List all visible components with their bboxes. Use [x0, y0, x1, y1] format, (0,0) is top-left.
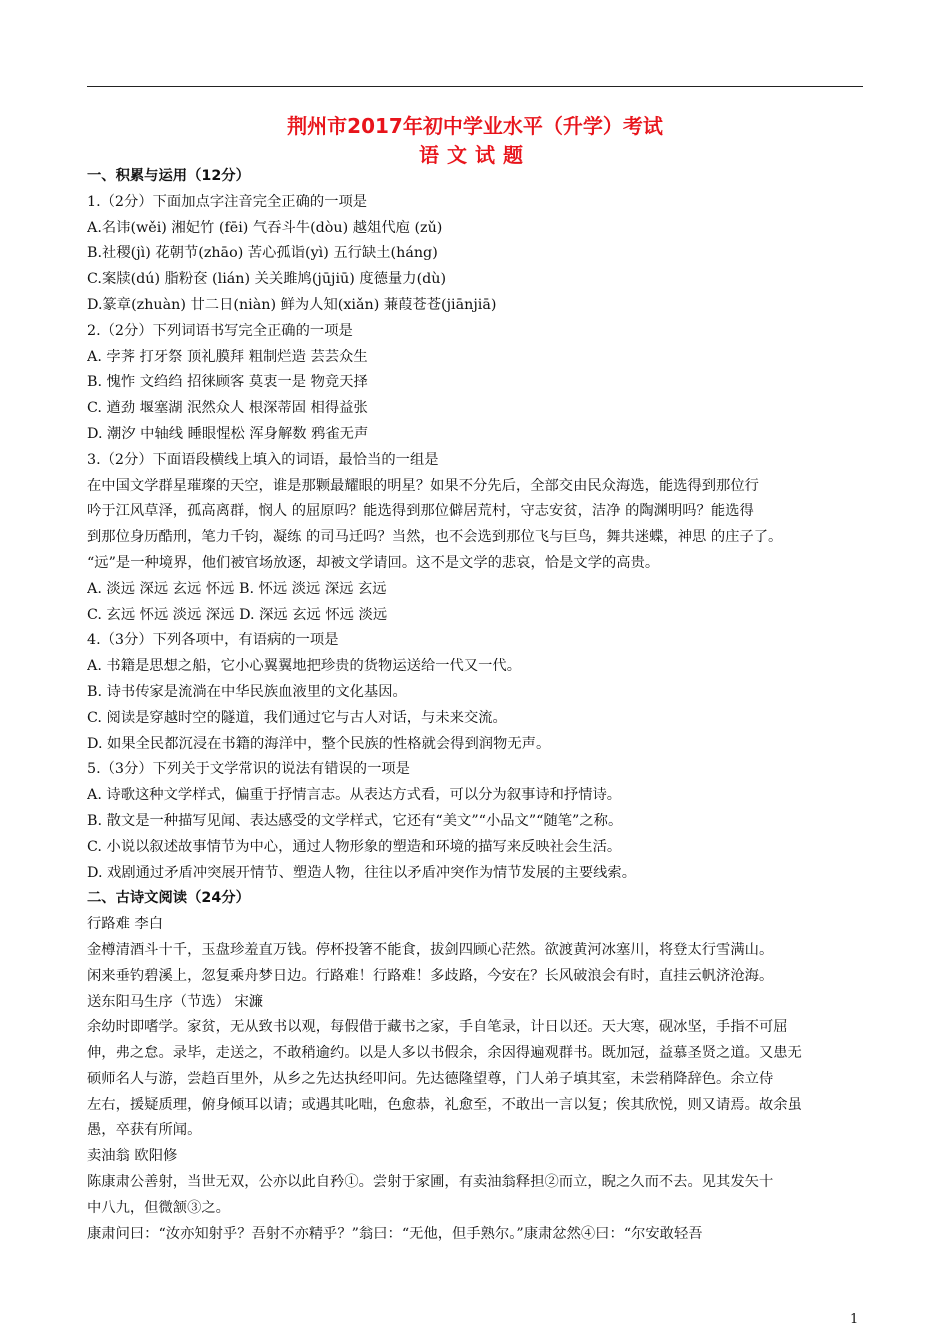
- text-line: B.社稷(jì) 花朝节(zhāo) 苦心孤诣(yì) 五行缺土(háng): [87, 245, 438, 262]
- text-line: B. 诗书传家是流淌在中华民族血液里的文化基因。: [87, 683, 407, 700]
- text-line: 硕师名人与游，尝趋百里外，从乡之先达执经叩问。先达德隆望尊，门人弟子填其室，未尝稍降辞色。余立侍: [87, 1070, 774, 1087]
- text-line: 到那位身历酷刑，笔力千钧，凝练 的司马迁吗？当然，也不会选到那位飞与巨鸟，舞共迷蝶，神思 的庄子了。: [87, 529, 783, 546]
- header-rule: [87, 86, 863, 87]
- text-line: C. 玄远 怀远 淡远 深远 D. 深远 玄远 怀远 淡远: [87, 606, 388, 623]
- text-line: 吟于江风草泽，孤高离群，悯人 的屈原吗？能选得到那位僻居荒村，守志安贫，洁净 的陶渊明吗？能选得: [87, 503, 754, 520]
- text-line: D. 戏剧通过矛盾冲突展开情节、塑造人物，往往以矛盾冲突作为情节发展的主要线索。: [87, 864, 637, 881]
- text-line: “远”是一种境界，他们被官场放逐，却被文学请回。这不是文学的悲哀，恰是文学的高贵。: [87, 554, 660, 571]
- text-line: 伸，弗之怠。录毕，走送之，不敢稍逾约。以是人多以书假余，余因得遍观群书。既加冠，益慕圣贤之道。又患无: [87, 1045, 802, 1062]
- text-line: A. 淡远 深远 玄远 怀远 B. 怀远 淡远 深远 玄远: [87, 580, 387, 597]
- text-line: D. 潮汐 中轴线 睡眼惺松 浑身解数 鸦雀无声: [87, 425, 369, 442]
- section-heading: 一、积累与运用（12分）: [87, 168, 250, 184]
- text-line: 1.（2分）下面加点字注音完全正确的一项是: [87, 193, 368, 210]
- text-line: 陈康肃公善射，当世无双，公亦以此自矜①。尝射于家圃，有卖油翁释担②而立，睨之久而不去。见其发矢十: [87, 1174, 774, 1191]
- page-number: 1: [850, 1312, 859, 1327]
- text-line: C.案牍(dú) 脂粉奁 (lián) 关关雎鸠(jūjiū) 度德量力(dù): [87, 271, 447, 288]
- text-line: A.名讳(wěi) 湘妃竹 (fēi) 气吞斗牛(dòu) 越俎代庖 (zǔ): [87, 219, 443, 236]
- text-line: 5.（3分）下列关于文学常识的说法有错误的一项是: [87, 761, 410, 778]
- document-body: [87, 164, 877, 1247]
- text-line: 愚，卒获有所闻。: [87, 1122, 202, 1139]
- section-heading: 二、古诗文阅读（24分）: [87, 890, 250, 907]
- text-line: 左右，援疑质理，俯身倾耳以请；或遇其叱咄，色愈恭，礼愈至，不敢出一言以复；俟其欣悦，则又请焉。故余虽: [87, 1096, 802, 1113]
- text-line: D. 如果全民都沉浸在书籍的海洋中，整个民族的性格就会得到润物无声。: [87, 735, 551, 752]
- text-line: A. 孛荠 打牙祭 顶礼膜拜 粗制烂造 芸芸众生: [87, 348, 368, 365]
- exam-title: 荆州市2017年初中学业水平（升学）考试: [287, 114, 663, 138]
- text-line: B. 散文是一种描写见闻、表达感受的文学样式，它还有“美文”“小品文”“随笔”之称。: [87, 812, 623, 829]
- text-line: A. 诗歌这种文学样式，偏重于抒情言志。从表达方式看，可以分为叙事诗和抒情诗。: [87, 787, 622, 804]
- text-line: C. 遒劲 堰塞湖 泯然众人 根深蒂固 相得益张: [87, 400, 368, 417]
- text-line: 行路难 李白: [87, 916, 164, 933]
- title-block: [0, 111, 950, 169]
- text-line: 闲来垂钓碧溪上，忽复乘舟梦日边。行路难！行路难！多歧路，今安在？长风破浪会有时，直挂云帆济沧海。: [87, 967, 774, 984]
- text-line: 余幼时即嗜学。家贫，无从致书以观，每假借于藏书之家，手自笔录，计日以还。天大寒，砚冰坚，手指不可屈: [87, 1019, 788, 1036]
- exam-subtitle: 语文试题: [419, 143, 531, 167]
- text-line: 康肃问曰：“汝亦知射乎？吾射不亦精乎？”翁曰：“无他，但手熟尔。”康肃忿然④曰：“尔安敢轻吾: [87, 1225, 703, 1242]
- text-line: C. 阅读是穿越时空的隧道，我们通过它与古人对话，与未来交流。: [87, 709, 507, 726]
- text-line: 4.（3分）下列各项中，有语病的一项是: [87, 632, 339, 649]
- text-line: C. 小说以叙述故事情节为中心，通过人物形象的塑造和环境的描写来反映社会生活。: [87, 838, 622, 855]
- text-line: 金樽清酒斗十千，玉盘珍羞直万钱。停杯投箸不能食，拔剑四顾心茫然。欲渡黄河冰塞川，将登太行雪满山。: [87, 941, 774, 958]
- text-line: D.篆章(zhuàn) 廿二日(niàn) 鲜为人知(xiǎn) 蒹葭苍苍(jiānjiā): [87, 296, 497, 313]
- text-line: 中八九，但微颔③之。: [87, 1199, 230, 1216]
- text-line: 卖油翁 欧阳修: [87, 1148, 178, 1165]
- text-line: 3.（2分）下面语段横线上填入的词语，最恰当的一组是: [87, 451, 439, 468]
- text-line: B. 愧怍 文绉绉 招徕顾客 莫衷一是 物竞天择: [87, 374, 368, 391]
- text-line: A. 书籍是思想之船，它小心翼翼地把珍贵的货物运送给一代又一代。: [87, 658, 522, 675]
- text-line: 2.（2分）下列词语书写完全正确的一项是: [87, 322, 353, 339]
- text-line: 送东阳马生序（节选） 宋濂: [87, 993, 264, 1010]
- text-line: 在中国文学群星璀璨的天空，谁是那颗最耀眼的明星？如果不分先后，全部交由民众海选，能选得到那位行: [87, 477, 759, 494]
